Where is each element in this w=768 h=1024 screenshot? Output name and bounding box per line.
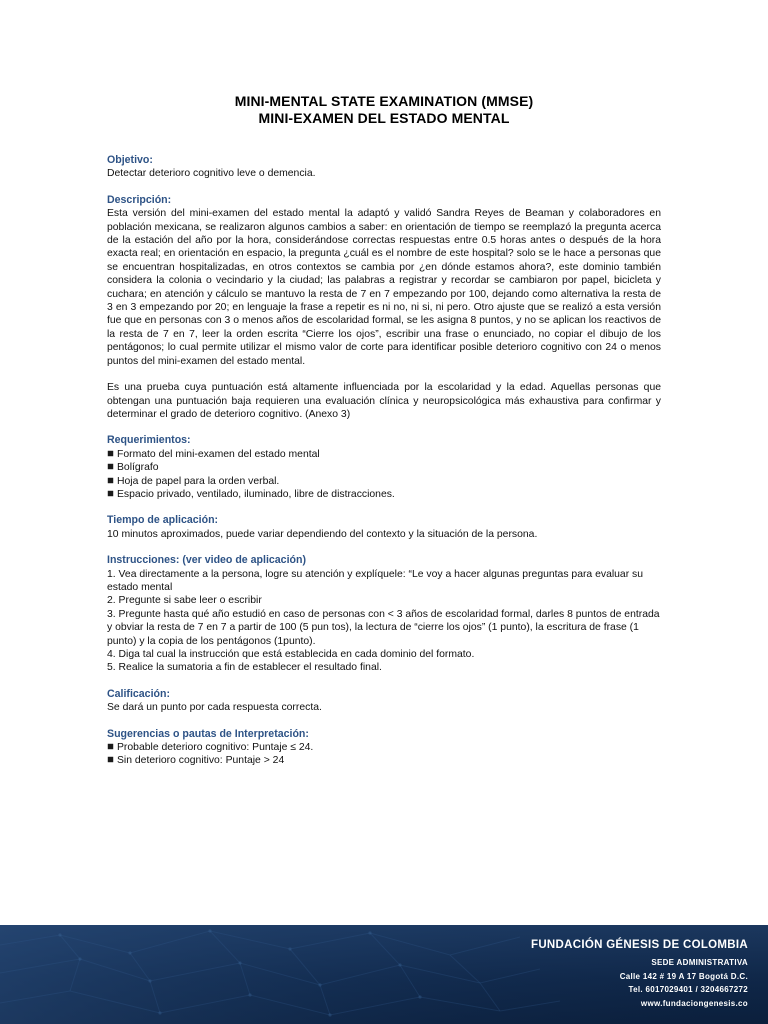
list-item xyxy=(107,754,661,767)
calificacion-text: Se dará un punto por cada respuesta correcta. xyxy=(107,702,322,714)
instrucciones-heading: Instrucciones: (ver video de aplicación) xyxy=(107,554,306,567)
document-subtitle: MINI-EXAMEN DEL ESTADO MENTAL xyxy=(258,110,510,126)
organization-name: FUNDACIÓN GÉNESIS DE COLOMBIA xyxy=(531,939,748,951)
list-item: 3. Pregunte hasta qué año estudió en caso de personas con < 3 años de escolaridad formal, darles 8 puntos de entrada y obviar la resta de 7 en 7 a partir de 100 (5 pun tos), la lectura de “cierre los ojos” (1 punto), la escritura de frase (1 punto) y la copia de los pentágonos (1punto). xyxy=(107,608,660,647)
sugerencia-text: Sin deterioro cognitivo: Puntaje > 24 xyxy=(117,755,285,767)
requerimiento-text: Bolígrafo xyxy=(117,462,159,474)
office-label: SEDE ADMINISTRATIVA xyxy=(651,958,748,967)
footer-contact-block xyxy=(531,938,748,1010)
section-objetivo xyxy=(107,154,661,181)
website-link[interactable]: www.fundaciongenesis.co xyxy=(640,998,748,1008)
square-bullet-icon xyxy=(108,450,113,455)
list-item xyxy=(107,461,661,474)
section-instrucciones xyxy=(107,554,661,675)
list-item: 1. Vea directamente a la persona, logre su atención y explíquele: “Le voy a hacer algunas preguntas para evaluar su estado mental xyxy=(107,568,644,593)
section-calificacion xyxy=(107,688,661,715)
document-body xyxy=(107,154,661,781)
objetivo-text: Detectar deterioro cognitivo leve o demencia. xyxy=(107,168,316,180)
requerimientos-list xyxy=(107,448,661,502)
list-item xyxy=(107,475,661,488)
list-item: 4. Diga tal cual la instrucción que está establecida en cada dominio del formato. xyxy=(107,649,475,660)
square-bullet-icon xyxy=(108,744,113,749)
sugerencias-heading: Sugerencias o pautas de Interpretación: xyxy=(107,727,309,740)
descripcion-heading: Descripción: xyxy=(107,193,172,206)
list-item: 5. Realice la sumatoria a fin de establecer el resultado final. xyxy=(107,662,382,674)
requerimientos-heading: Requerimientos: xyxy=(107,434,191,447)
list-item xyxy=(107,741,661,754)
square-bullet-icon xyxy=(108,477,113,482)
office-address: Calle 142 # 19 A 17 Bogotá D.C. xyxy=(619,971,748,981)
square-bullet-icon xyxy=(108,757,113,762)
descripcion-paragraph-1: Esta versión del mini-examen del estado mental la adaptó y validó Sandra Reyes de Beaman y colaboradores en población mexicana, se realizaron algunos cambios a saber: en orientación de tiempo se reemplazó la pregunta acerca de la estación del año por la hora, considerándose correctas respuestas entre 0.5 horas antes o después de la hora exacta real; en orientación en espacio, la pregunta ¿cuál es el nombre de este hospital? solo se le hace a personas que se encuentran hospitalizadas, en otros contextos se cambia por ¿en dónde estamos ahora?, este dominio también considera la colonia o vecindario y la ciudad; las palabras a registrar y recordar se cambiaron por papel, bicicleta y cuchara; en atención y cálculo se mantuvo la resta de 7 en 7 empezando por 100, dejando como alternativa la resta de 3 en 3 empezando por 20; en lenguaje la frase a repetir es ni no, ni si, ni pero. Otro ajuste que se realizó a esta versión fue que en personas con 3 o menos años de escolaridad formal, se les asigna 8 puntos, y no se aplican los reactivos de la resta de 7 en 7, leer la orden escrita “Cierre los ojos”, escribir una frase o enunciado, no copiar el dibujo de los pentágonos; lo cual permite utilizar el mismo valor de corte para identificar posible deterioro cognitivo con 24 o menos puntos del mini-examen del estado mental. xyxy=(107,208,661,367)
descripcion-paragraph-2: Es una prueba cuya puntuación está altamente influenciada por la escolaridad y la edad. Aquellas personas que obtengan una puntuación baja requieren una evaluación clínica y neuropsicológica más exhaustiva para confirmar y determinar el grado de deterioro cognitivo. (Anexo 3) xyxy=(107,382,661,420)
document-title: MINI-MENTAL STATE EXAMINATION (MMSE) xyxy=(234,93,534,109)
page-footer xyxy=(0,925,768,1024)
list-item xyxy=(107,448,661,461)
office-phone: Tel. 6017029401 / 3204667272 xyxy=(628,985,748,994)
sugerencias-list xyxy=(107,741,661,768)
section-sugerencias xyxy=(107,728,661,768)
list-item xyxy=(107,488,661,501)
tiempo-text: 10 minutos aproximados, puede variar dependiendo del contexto y la situación de la persona. xyxy=(107,528,538,540)
calificacion-heading: Calificación: xyxy=(107,687,170,700)
square-bullet-icon xyxy=(108,464,113,469)
section-requerimientos xyxy=(107,434,661,501)
section-tiempo xyxy=(107,514,661,541)
document-header xyxy=(0,93,768,127)
section-descripcion xyxy=(107,194,661,422)
requerimiento-text: Espacio privado, ventilado, iluminado, libre de distracciones. xyxy=(117,488,395,500)
tiempo-heading: Tiempo de aplicación: xyxy=(107,514,219,527)
instrucciones-list xyxy=(107,568,661,675)
requerimiento-text: Formato del mini-examen del estado mental xyxy=(117,448,320,460)
objetivo-heading: Objetivo: xyxy=(107,154,153,166)
list-item: 2. Pregunte si sabe leer o escribir xyxy=(107,595,262,607)
sugerencia-text: Probable deterioro cognitivo: Puntaje ≤ 24. xyxy=(117,742,314,754)
square-bullet-icon xyxy=(108,491,113,496)
requerimiento-text: Hoja de papel para la orden verbal. xyxy=(117,475,280,487)
